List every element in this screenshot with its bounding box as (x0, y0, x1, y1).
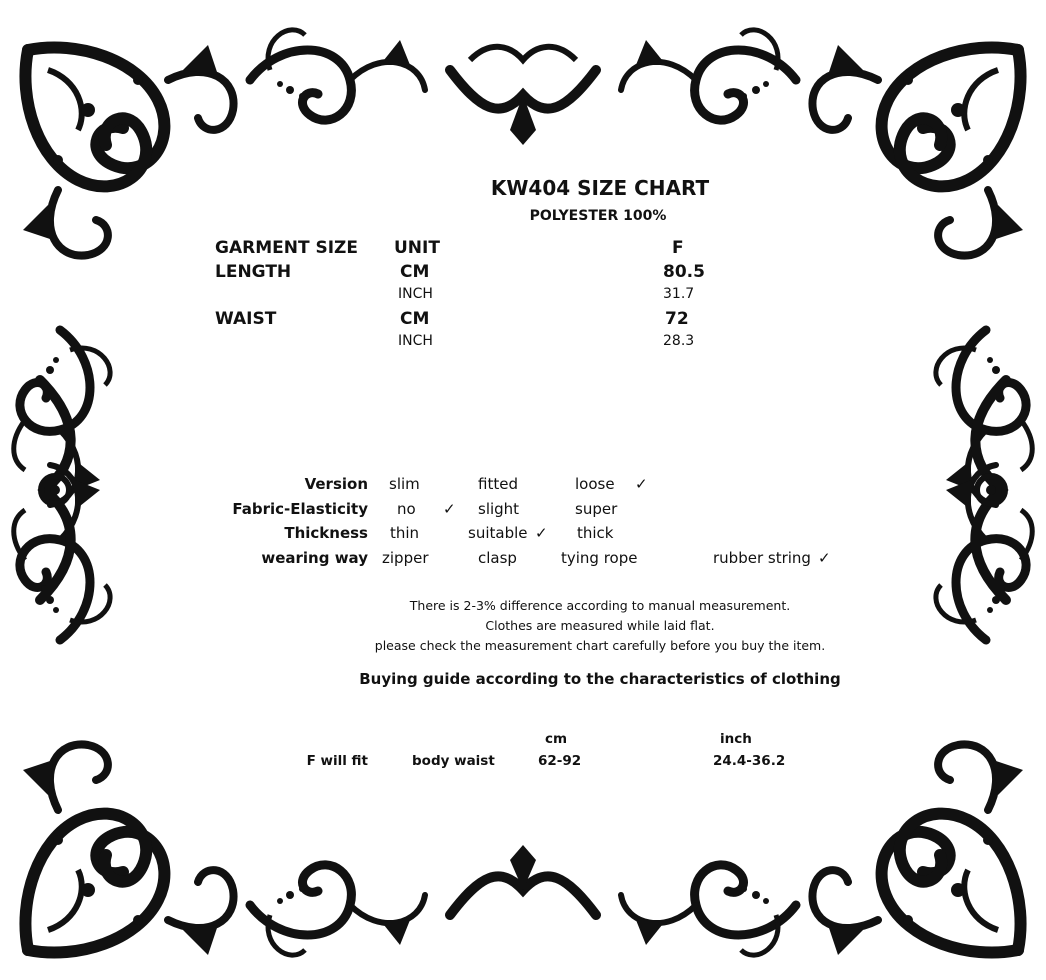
row-waist-inch-unit: INCH (398, 333, 433, 349)
version-option-loose: loose (575, 475, 615, 493)
material-label: POLYESTER 100% (529, 208, 667, 224)
guide-row-measure: body waist (412, 753, 495, 769)
thickness-option-suitable: suitable (468, 524, 528, 542)
guide-inch-header: inch (720, 731, 752, 747)
guide-cm-header: cm (545, 731, 568, 747)
row-waist-cm-unit: CM (400, 309, 430, 329)
header-size-f: F (672, 238, 684, 258)
elasticity-option-slight: slight (478, 500, 520, 518)
row-length-cm-unit: CM (400, 262, 430, 282)
wearing-check-icon: ✓ (818, 549, 831, 567)
header-garment-size: GARMENT SIZE (215, 238, 358, 258)
header-unit: UNIT (394, 238, 440, 258)
elasticity-check-icon: ✓ (443, 500, 456, 518)
note-line-1: There is 2-3% difference according to manual measurement. (409, 598, 791, 613)
row-waist-inch-value: 28.3 (663, 333, 695, 349)
row-length-cm-value: 80.5 (663, 262, 705, 282)
version-option-slim: slim (389, 475, 420, 493)
guide-row-label: F will fit (306, 753, 368, 769)
thickness-option-thin: thin (390, 524, 420, 542)
guide-row-inch: 24.4-36.2 (713, 753, 786, 769)
row-length-label: LENGTH (215, 262, 292, 282)
page-title: KW404 SIZE CHART (490, 176, 710, 200)
thickness-check-icon: ✓ (535, 524, 548, 542)
elasticity-option-super: super (575, 500, 618, 518)
elasticity-label: Fabric-Elasticity (232, 500, 368, 518)
thickness-label: Thickness (284, 524, 368, 542)
note-line-2: Clothes are measured while laid flat. (485, 618, 715, 633)
wearing-option-clasp: clasp (478, 549, 517, 567)
wearing-option-zipper: zipper (382, 549, 429, 567)
wearing-way-label: wearing way (261, 549, 368, 567)
version-label: Version (304, 475, 368, 493)
version-check-icon: ✓ (635, 475, 648, 493)
wearing-option-tying-rope: tying rope (561, 549, 638, 567)
row-waist-label: WAIST (215, 309, 277, 329)
note-line-3: please check the measurement chart carefully before you buy the item. (374, 638, 826, 653)
guide-row-cm: 62-92 (538, 753, 582, 769)
thickness-option-thick: thick (577, 524, 614, 542)
buying-guide-title: Buying guide according to the characteristics of clothing (359, 670, 841, 688)
wearing-option-rubber-string: rubber string (713, 549, 811, 567)
version-option-fitted: fitted (478, 475, 518, 493)
row-length-inch-value: 31.7 (663, 286, 695, 302)
row-length-inch-unit: INCH (398, 286, 433, 302)
row-waist-cm-value: 72 (665, 309, 689, 329)
elasticity-option-no: no (397, 500, 416, 518)
